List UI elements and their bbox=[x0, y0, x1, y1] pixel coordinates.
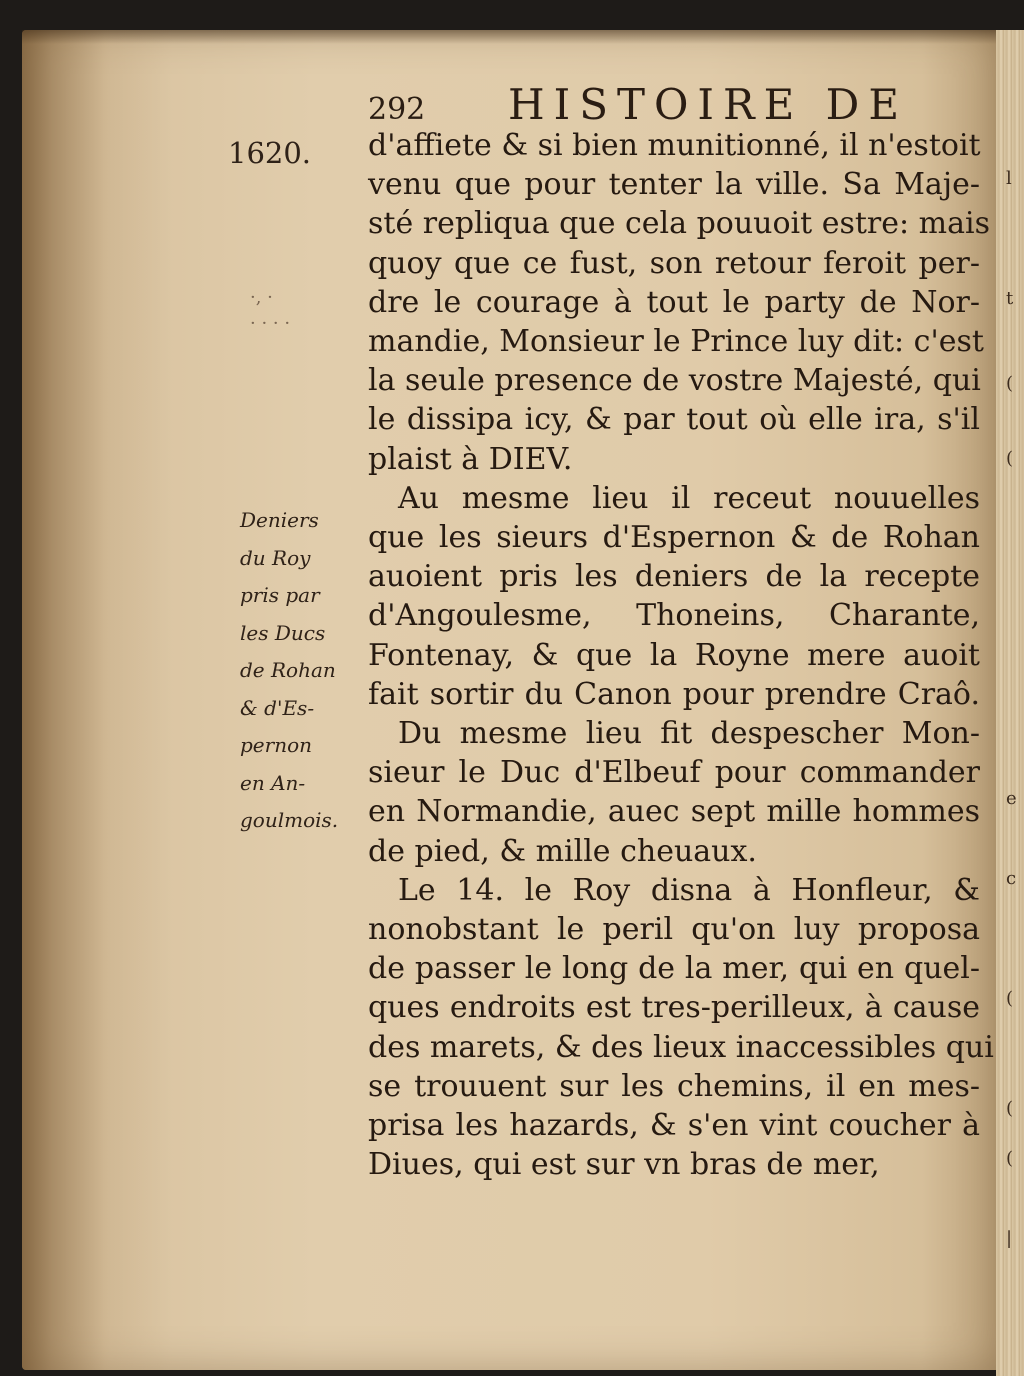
edge-char: ( bbox=[1006, 1098, 1014, 1119]
margin-note-line: goulmois. bbox=[240, 808, 339, 832]
text-line: Le 14. le Roy disna à Honfleur, & bbox=[398, 872, 980, 908]
margin-note-line: les Ducs bbox=[240, 620, 326, 645]
text-line: se trouuent sur les chemins, il en mes- bbox=[368, 1068, 980, 1104]
margin-note-line: & d'Es- bbox=[240, 695, 315, 720]
margin-note-line: en An- bbox=[240, 770, 306, 795]
text-line: Au mesme lieu il receut nouuelles bbox=[398, 480, 980, 516]
text-line: le dissipa icy, & par tout où elle ira, s'il bbox=[368, 402, 980, 438]
page-number: 292 bbox=[368, 92, 426, 127]
text-line: que les sieurs d'Espernon & de Rohan bbox=[368, 520, 980, 556]
text-line: quoy que ce fust, son retour feroit per- bbox=[368, 245, 980, 281]
running-title: HISTOIRE DE bbox=[508, 80, 908, 129]
edge-char: ( bbox=[1006, 1148, 1014, 1169]
margin-note-line: pernon bbox=[240, 733, 313, 757]
margin-mark: ·, · bbox=[250, 287, 273, 308]
margin-year: 1620. bbox=[228, 136, 312, 170]
text-line: prisa les hazards, & s'en vint coucher à bbox=[368, 1108, 980, 1144]
text-line: nonobstant le peril qu'on luy proposa bbox=[368, 912, 980, 948]
text-line: venu que pour tenter la ville. Sa Maje- bbox=[368, 167, 980, 203]
edge-char: e bbox=[1006, 788, 1017, 809]
body-text bbox=[368, 126, 994, 1184]
margin-note bbox=[240, 502, 360, 840]
text-line: sieur le Duc d'Elbeuf pour commander bbox=[368, 755, 980, 791]
edge-char: ( bbox=[1006, 448, 1014, 469]
edge-char: l bbox=[1006, 168, 1012, 189]
text-line: plaist à DIEV. bbox=[368, 441, 573, 477]
text-line: la seule presence de vostre Majesté, qui bbox=[368, 363, 981, 399]
margin-note-line: Deniers bbox=[240, 508, 319, 532]
margin-ink-marks bbox=[250, 285, 290, 337]
text-line: de passer le long de la mer, qui en quel- bbox=[368, 951, 980, 987]
text-line: ques endroits est tres-perilleux, à cause bbox=[368, 990, 980, 1026]
text-line: Diues, qui est sur vn bras de mer, bbox=[368, 1147, 880, 1183]
page-top-shadow bbox=[22, 30, 1000, 44]
text-line: Du mesme lieu fit despescher Mon- bbox=[398, 716, 980, 752]
text-line: des marets, & des lieux inaccessibles qui bbox=[368, 1029, 994, 1065]
next-page-edge bbox=[996, 30, 1024, 1376]
page-gutter-shadow bbox=[22, 30, 172, 1370]
text-line: mandie, Monsieur le Prince luy dit: c'est bbox=[368, 324, 984, 360]
edge-char: ( bbox=[1006, 373, 1014, 394]
margin-note-line: du Roy bbox=[240, 545, 311, 570]
text-line: sté repliqua que cela pouuoit estre: mais bbox=[368, 206, 990, 242]
edge-char: t bbox=[1006, 288, 1014, 309]
margin-mark: · · · · bbox=[250, 313, 291, 334]
text-line: fait sortir du Canon pour prendre Craô. bbox=[368, 676, 980, 712]
text-line: d'Angoulesme, Thoneins, Charante, bbox=[368, 598, 980, 634]
margin-note-line: pris par bbox=[240, 583, 320, 607]
text-line: dre le courage à tout le party de Nor- bbox=[368, 284, 980, 320]
text-line: Fontenay, & que la Royne mere auoit bbox=[368, 637, 980, 673]
text-line: de pied, & mille cheuaux. bbox=[368, 833, 757, 869]
margin-note-line: de Rohan bbox=[240, 658, 336, 682]
text-line: en Normandie, auec sept mille hommes bbox=[368, 794, 980, 830]
text-line: auoient pris les deniers de la recepte bbox=[368, 559, 980, 595]
text-line: d'affiete & si bien munitionné, il n'estoit bbox=[368, 128, 981, 163]
edge-char: | bbox=[1006, 1228, 1013, 1249]
edge-char: c bbox=[1006, 868, 1017, 889]
edge-char: ( bbox=[1006, 988, 1014, 1009]
